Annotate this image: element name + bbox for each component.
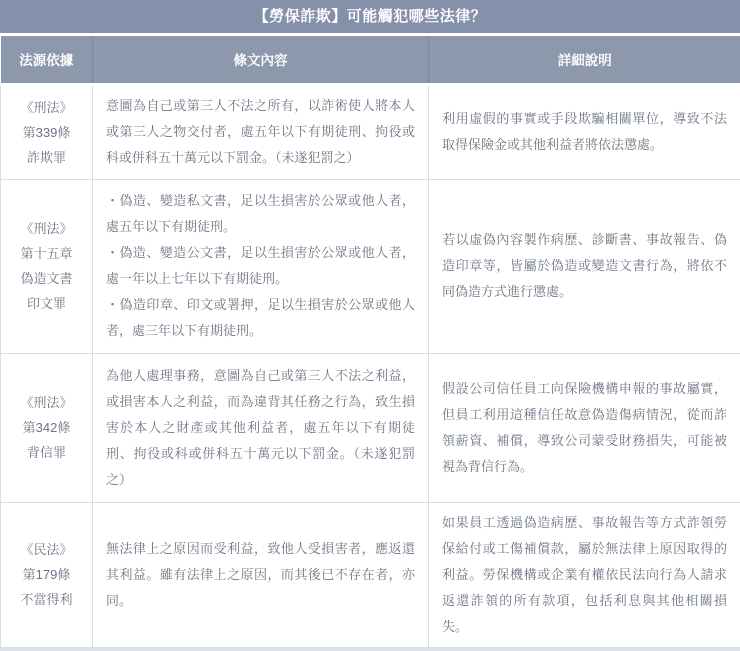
legal-basis-cell (1, 84, 93, 179)
article-paragraph: 無法律上之原因而受利益，致他人受損害者，應返還其利益。雖有法律上之原因，而其後已不存在者，亦同。 (106, 540, 415, 608)
table-row-criminal-ch15 (1, 179, 740, 353)
column-header-article-content: 條文內容 (93, 36, 429, 84)
source-line: 第179條 (22, 567, 71, 582)
column-header-legal-basis: 法源依據 (1, 36, 93, 84)
source-line: 印文罪 (26, 296, 66, 311)
legal-basis-cell (1, 353, 93, 502)
source-line: 《刑法》 (20, 395, 73, 410)
article-content-cell (93, 179, 429, 353)
bottom-strip (0, 648, 740, 651)
source-line: 《刑法》 (20, 221, 73, 236)
source-line: 第342條 (22, 420, 71, 435)
legal-basis-cell (1, 502, 93, 647)
source-line: 偽造文書 (20, 271, 73, 286)
table-row-criminal-342 (1, 353, 740, 502)
article-paragraph: ・偽造印章、印文或署押，足以生損害於公眾或他人者，處三年以下有期徒刑。 (106, 297, 415, 338)
article-content-cell (93, 502, 429, 647)
source-line: 詐欺罪 (26, 149, 66, 165)
source-line: 不當得利 (20, 592, 73, 607)
column-header-detailed-explanation: 詳細說明 (429, 36, 740, 84)
table-header-row (1, 36, 740, 84)
article-content-cell (93, 353, 429, 502)
explanation-cell: 如果員工透過偽造病歷、事故報告等方式詐領勞保給付或工傷補償款，屬於無法律上原因取得的利益。勞保機構或企業有權依民法向行為人請求返還詐領的所有款項，包括利息與其他相關損失。 (429, 502, 740, 647)
article-paragraph: ・偽造、變造公文書，足以生損害於公眾或他人者，處一年以上七年以下有期徒刑。 (106, 245, 415, 286)
explanation-cell: 若以虛偽內容製作病歷、診斷書、事故報告、偽造印章等，皆屬於偽造或變造文書行為，將依不同偽造方式進行懲處。 (429, 179, 740, 353)
table-row-civil-179 (1, 502, 740, 647)
article-content-cell (93, 84, 429, 179)
law-table (0, 36, 740, 648)
article-paragraph: 意圖為自己或第三人不法之所有，以詐術使人將本人或第三人之物交付者，處五年以下有期徒刑、拘役或科或併科五十萬元以下罰金。（未遂犯罰之） (106, 98, 415, 165)
source-line: 《民法》 (20, 542, 73, 557)
table-row-criminal-339 (1, 84, 740, 179)
explanation-cell: 利用虛假的事實或手段欺騙相關單位，導致不法取得保險金或其他利益者將依法懲處。 (429, 84, 740, 179)
page-title: 【勞保詐欺】可能觸犯哪些法律？ (0, 0, 740, 33)
legal-basis-cell (1, 179, 93, 353)
article-paragraph: ・偽造、變造私文書，足以生損害於公眾或他人者，處五年以下有期徒刑。 (106, 193, 415, 234)
article-paragraph: 為他人處理事務，意圖為自己或第三人不法之利益，或損害本人之利益，而為違背其任務之行為，致生損害於本人之財產或其他利益者，處五年以下有期徒刑、拘役或科或併科五十萬元以下罰金。（未遂犯罰之） (106, 367, 415, 487)
explanation-cell: 假設公司信任員工向保險機構申報的事故屬實，但員工利用這種信任故意偽造傷病情況，從而詐領薪資、補償，導致公司蒙受財務損失，可能被視為背信行為。 (429, 353, 740, 502)
source-line: 第十五章 (20, 246, 73, 261)
source-line: 背信罪 (26, 445, 66, 460)
source-line: 《刑法》 (20, 99, 73, 115)
source-line: 第339條 (22, 124, 71, 140)
